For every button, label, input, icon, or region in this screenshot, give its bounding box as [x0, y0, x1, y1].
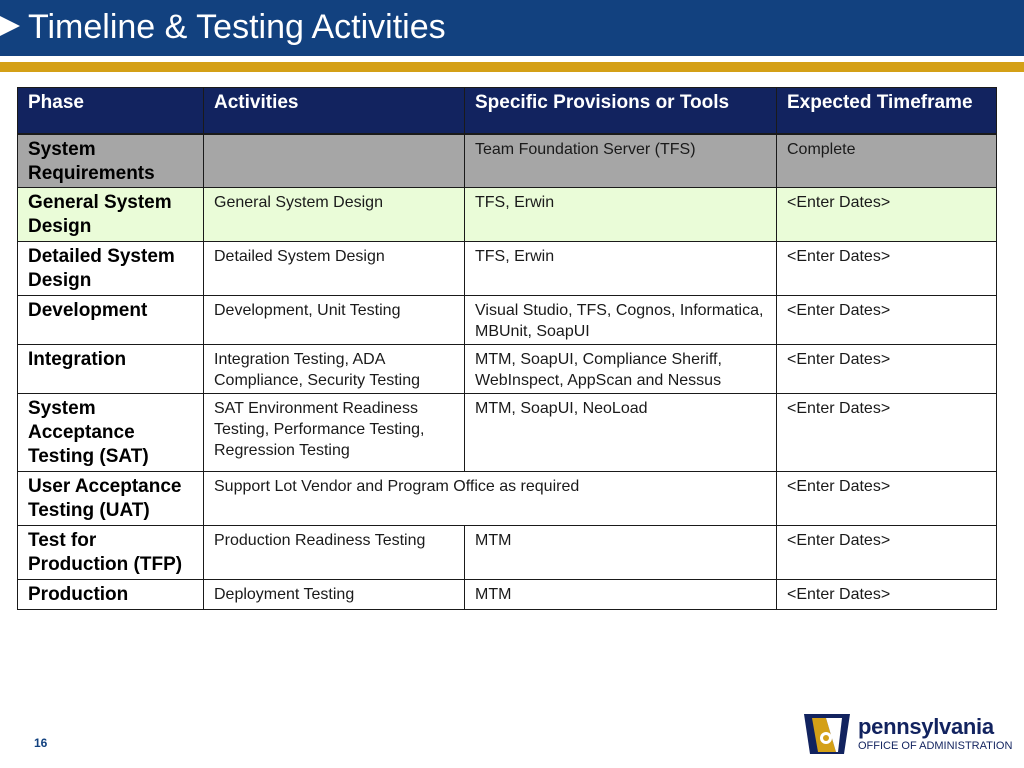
pennsylvania-logo: [802, 708, 1012, 758]
column-header-timeframe: Expected Timeframe: [777, 88, 997, 134]
timeframe-cell: <Enter Dates>: [777, 526, 997, 580]
phase-cell: General System Design: [18, 188, 204, 242]
table-row: [18, 580, 997, 610]
timeframe-cell: <Enter Dates>: [777, 345, 997, 394]
timeframe-cell: <Enter Dates>: [777, 242, 997, 296]
activities-cell: [204, 134, 465, 188]
column-header-phase: Phase: [18, 88, 204, 134]
title-bar: [0, 0, 1024, 56]
table-row: [18, 526, 997, 580]
page-title: Timeline & Testing Activities: [28, 8, 446, 46]
tools-cell: Visual Studio, TFS, Cognos, Informatica, MBUnit, SoapUI: [465, 296, 777, 345]
timeframe-cell: <Enter Dates>: [777, 472, 997, 526]
tools-cell: MTM, SoapUI, NeoLoad: [465, 394, 777, 472]
tools-cell: MTM: [465, 526, 777, 580]
tools-cell: MTM, SoapUI, Compliance Sheriff, WebInspect, AppScan and Nessus: [465, 345, 777, 394]
activities-cell: Development, Unit Testing: [204, 296, 465, 345]
phase-cell: Detailed System Design: [18, 242, 204, 296]
tools-cell: Team Foundation Server (TFS): [465, 134, 777, 188]
activities-cell: Integration Testing, ADA Compliance, Security Testing: [204, 345, 465, 394]
table-row: [18, 394, 997, 472]
phase-cell: Integration: [18, 345, 204, 394]
timeframe-cell: Complete: [777, 134, 997, 188]
phase-cell: Test for Production (TFP): [18, 526, 204, 580]
table-row: [18, 188, 997, 242]
table-header-row: [18, 88, 997, 134]
activities-cell: Detailed System Design: [204, 242, 465, 296]
table-row: [18, 345, 997, 394]
play-arrow-icon: [0, 16, 20, 36]
logo-subtitle: OFFICE OF ADMINISTRATION: [858, 740, 1013, 752]
table-row: [18, 242, 997, 296]
activities-cell: SAT Environment Readiness Testing, Performance Testing, Regression Testing: [204, 394, 465, 472]
timeframe-cell: <Enter Dates>: [777, 580, 997, 610]
phase-cell: Development: [18, 296, 204, 345]
phase-cell: System Acceptance Testing (SAT): [18, 394, 204, 472]
column-header-activities: Activities: [204, 88, 465, 134]
activities-cell: Support Lot Vendor and Program Office as required: [204, 472, 777, 526]
activities-cell: Production Readiness Testing: [204, 526, 465, 580]
logo-name: pennsylvania: [858, 714, 994, 739]
tools-cell: MTM: [465, 580, 777, 610]
tools-cell: TFS, Erwin: [465, 242, 777, 296]
column-header-tools: Specific Provisions or Tools: [465, 88, 777, 134]
timeframe-cell: <Enter Dates>: [777, 188, 997, 242]
page-number: 16: [34, 736, 48, 750]
keystone-logo-icon: [802, 708, 852, 756]
timeframe-cell: <Enter Dates>: [777, 296, 997, 345]
phase-cell: System Requirements: [18, 134, 204, 188]
timeframe-cell: <Enter Dates>: [777, 394, 997, 472]
phase-cell: User Acceptance Testing (UAT): [18, 472, 204, 526]
gold-divider: [0, 62, 1024, 72]
tools-cell: TFS, Erwin: [465, 188, 777, 242]
table-row: [18, 472, 997, 526]
activities-cell: General System Design: [204, 188, 465, 242]
table-row: [18, 134, 997, 188]
phase-cell: Production: [18, 580, 204, 610]
table-row: [18, 296, 997, 345]
timeline-table: [17, 87, 997, 610]
activities-cell: Deployment Testing: [204, 580, 465, 610]
